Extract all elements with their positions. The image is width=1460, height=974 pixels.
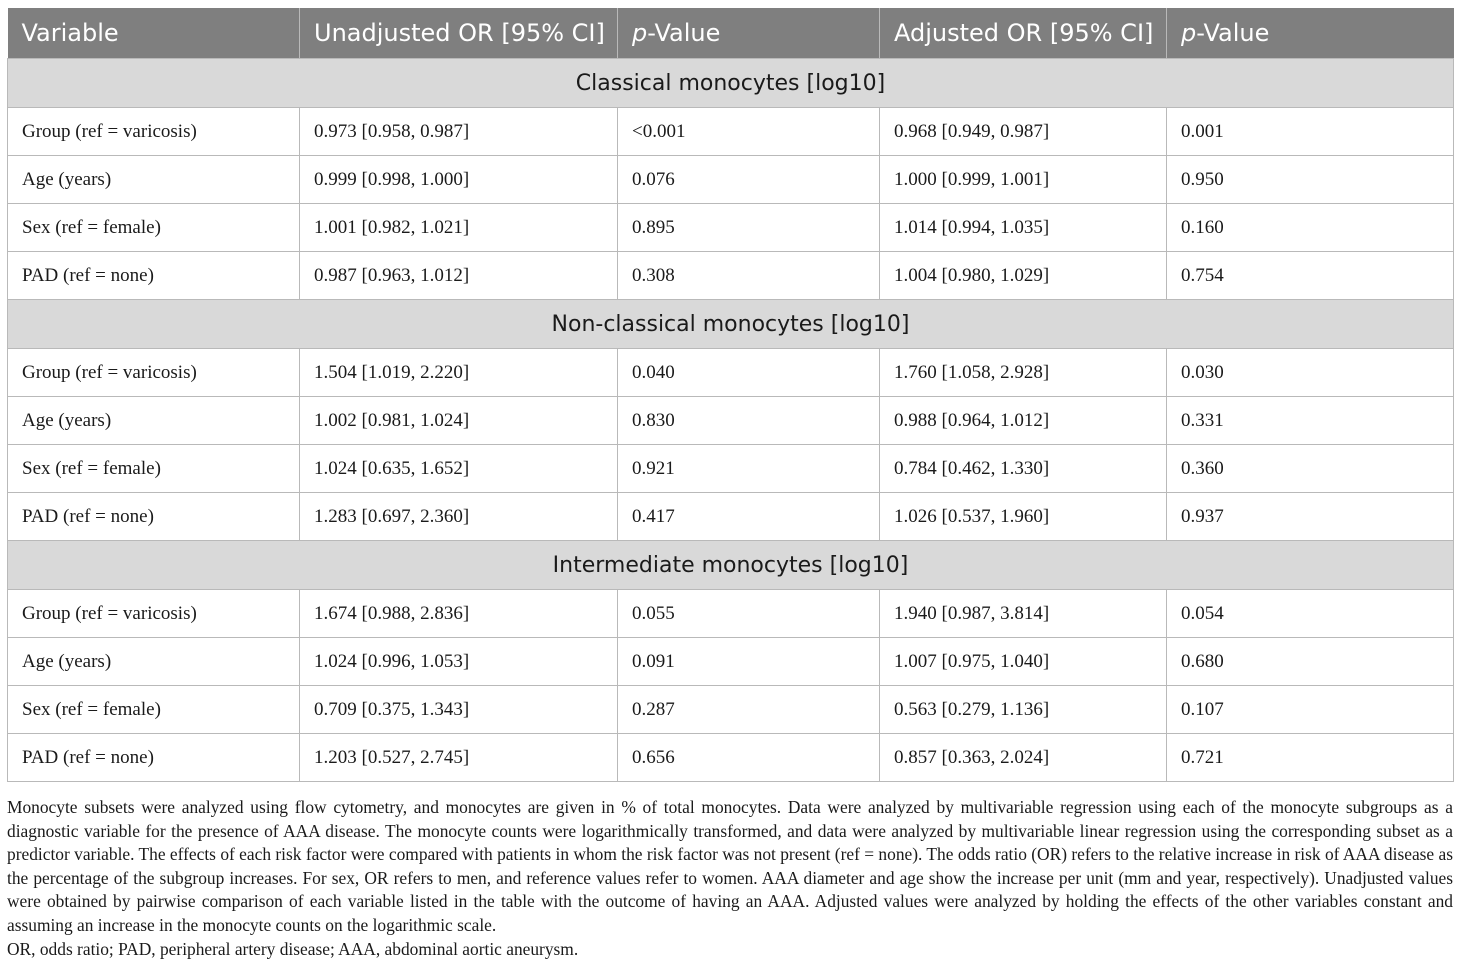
p-suffix: -Value bbox=[1196, 19, 1270, 47]
section-title: Non-classical monocytes [log10] bbox=[8, 300, 1454, 349]
cell-unadjusted-or: 0.973 [0.958, 0.987] bbox=[300, 108, 618, 156]
cell-adjusted-p: 0.754 bbox=[1167, 252, 1454, 300]
cell-adjusted-or: 1.940 [0.987, 3.814] bbox=[880, 590, 1167, 638]
cell-unadjusted-p: 0.417 bbox=[618, 493, 880, 541]
cell-adjusted-or: 1.014 [0.994, 1.035] bbox=[880, 204, 1167, 252]
cell-unadjusted-p: 0.830 bbox=[618, 397, 880, 445]
table-row bbox=[8, 252, 1454, 300]
cell-adjusted-p: 0.937 bbox=[1167, 493, 1454, 541]
table-row bbox=[8, 445, 1454, 493]
section-title: Classical monocytes [log10] bbox=[8, 59, 1454, 108]
table-row bbox=[8, 686, 1454, 734]
cell-unadjusted-p: 0.921 bbox=[618, 445, 880, 493]
cell-unadjusted-or: 1.283 [0.697, 2.360] bbox=[300, 493, 618, 541]
cell-variable: Sex (ref = female) bbox=[8, 686, 300, 734]
header-row bbox=[8, 8, 1454, 59]
header-unadjusted-or: Unadjusted OR [95% CI] bbox=[300, 8, 618, 59]
cell-adjusted-or: 1.004 [0.980, 1.029] bbox=[880, 252, 1167, 300]
section-header-row bbox=[8, 300, 1454, 349]
abbreviations-text: OR, odds ratio; PAD, peripheral artery disease; AAA, abdominal aortic aneurysm. bbox=[7, 938, 579, 959]
table-row bbox=[8, 590, 1454, 638]
cell-adjusted-or: 0.988 [0.964, 1.012] bbox=[880, 397, 1167, 445]
cell-adjusted-or: 0.968 [0.949, 0.987] bbox=[880, 108, 1167, 156]
cell-unadjusted-or: 1.024 [0.996, 1.053] bbox=[300, 638, 618, 686]
section-header-row bbox=[8, 59, 1454, 108]
cell-unadjusted-or: 0.987 [0.963, 1.012] bbox=[300, 252, 618, 300]
cell-variable: Group (ref = varicosis) bbox=[8, 590, 300, 638]
cell-adjusted-or: 1.007 [0.975, 1.040] bbox=[880, 638, 1167, 686]
footnote-text: Monocyte subsets were analyzed using flow cytometry, and monocytes are given in % of total monocytes. Data were analyzed by multivariable regression using each of the monocyte subgroups as a diagnostic variable for the presence of AAA disease. The monocyte counts were logarithmically transformed, and data were analyzed by multivariable linear regression using the corresponding subset as a predictor variable. The effects of each risk factor were compared with patients in whom the risk factor was not present (ref = none). The odds ratio (OR) refers to the relative increase in risk of AAA disease as the percentage of the subgroup increases. For sex, OR refers to men, and reference values refer to women. AAA diameter and age show the increase per unit (mm and year, respectively). Unadjusted values were obtained by pairwise comparison of each variable listed in the table with the outcome of having an AAA. Adjusted values were analyzed by holding the effects of the other variables constant and assuming an increase in the monocyte counts on the logarithmic scale. bbox=[7, 797, 1453, 935]
cell-unadjusted-or: 0.999 [0.998, 1.000] bbox=[300, 156, 618, 204]
cell-adjusted-or: 1.026 [0.537, 1.960] bbox=[880, 493, 1167, 541]
cell-adjusted-or: 1.760 [1.058, 2.928] bbox=[880, 349, 1167, 397]
cell-unadjusted-p: 0.076 bbox=[618, 156, 880, 204]
table-container bbox=[7, 8, 1453, 782]
header-variable: Variable bbox=[8, 8, 300, 59]
cell-adjusted-or: 0.563 [0.279, 1.136] bbox=[880, 686, 1167, 734]
section-header-row bbox=[8, 541, 1454, 590]
header-adjusted-or: Adjusted OR [95% CI] bbox=[880, 8, 1167, 59]
cell-unadjusted-p: <0.001 bbox=[618, 108, 880, 156]
cell-unadjusted-p: 0.287 bbox=[618, 686, 880, 734]
table-footnote bbox=[7, 796, 1453, 961]
table-row bbox=[8, 108, 1454, 156]
cell-unadjusted-or: 1.203 [0.527, 2.745] bbox=[300, 734, 618, 782]
cell-variable: PAD (ref = none) bbox=[8, 734, 300, 782]
cell-variable: Age (years) bbox=[8, 397, 300, 445]
table-row bbox=[8, 204, 1454, 252]
results-table bbox=[7, 8, 1454, 782]
cell-adjusted-p: 0.721 bbox=[1167, 734, 1454, 782]
cell-variable: Sex (ref = female) bbox=[8, 204, 300, 252]
cell-unadjusted-p: 0.055 bbox=[618, 590, 880, 638]
cell-adjusted-p: 0.001 bbox=[1167, 108, 1454, 156]
cell-adjusted-p: 0.107 bbox=[1167, 686, 1454, 734]
table-row bbox=[8, 638, 1454, 686]
header-unadjusted-p bbox=[618, 8, 880, 59]
cell-unadjusted-p: 0.895 bbox=[618, 204, 880, 252]
section-title: Intermediate monocytes [log10] bbox=[8, 541, 1454, 590]
cell-adjusted-or: 0.784 [0.462, 1.330] bbox=[880, 445, 1167, 493]
cell-adjusted-or: 0.857 [0.363, 2.024] bbox=[880, 734, 1167, 782]
cell-variable: Age (years) bbox=[8, 638, 300, 686]
table-row bbox=[8, 493, 1454, 541]
cell-variable: Age (years) bbox=[8, 156, 300, 204]
cell-adjusted-p: 0.160 bbox=[1167, 204, 1454, 252]
cell-unadjusted-p: 0.308 bbox=[618, 252, 880, 300]
cell-adjusted-or: 1.000 [0.999, 1.001] bbox=[880, 156, 1167, 204]
cell-unadjusted-p: 0.091 bbox=[618, 638, 880, 686]
cell-variable: Sex (ref = female) bbox=[8, 445, 300, 493]
table-row bbox=[8, 349, 1454, 397]
cell-unadjusted-p: 0.656 bbox=[618, 734, 880, 782]
cell-adjusted-p: 0.331 bbox=[1167, 397, 1454, 445]
header-adjusted-p bbox=[1167, 8, 1454, 59]
table-row bbox=[8, 156, 1454, 204]
cell-variable: Group (ref = varicosis) bbox=[8, 349, 300, 397]
p-italic: p bbox=[632, 19, 648, 47]
cell-adjusted-p: 0.030 bbox=[1167, 349, 1454, 397]
cell-adjusted-p: 0.680 bbox=[1167, 638, 1454, 686]
table-row bbox=[8, 397, 1454, 445]
table-body bbox=[8, 59, 1454, 782]
cell-adjusted-p: 0.950 bbox=[1167, 156, 1454, 204]
cell-unadjusted-or: 1.024 [0.635, 1.652] bbox=[300, 445, 618, 493]
p-italic: p bbox=[1181, 19, 1197, 47]
cell-variable: Group (ref = varicosis) bbox=[8, 108, 300, 156]
cell-variable: PAD (ref = none) bbox=[8, 493, 300, 541]
cell-unadjusted-p: 0.040 bbox=[618, 349, 880, 397]
cell-variable: PAD (ref = none) bbox=[8, 252, 300, 300]
cell-unadjusted-or: 1.001 [0.982, 1.021] bbox=[300, 204, 618, 252]
cell-unadjusted-or: 1.002 [0.981, 1.024] bbox=[300, 397, 618, 445]
cell-unadjusted-or: 1.674 [0.988, 2.836] bbox=[300, 590, 618, 638]
cell-adjusted-p: 0.054 bbox=[1167, 590, 1454, 638]
cell-unadjusted-or: 0.709 [0.375, 1.343] bbox=[300, 686, 618, 734]
table-row bbox=[8, 734, 1454, 782]
cell-unadjusted-or: 1.504 [1.019, 2.220] bbox=[300, 349, 618, 397]
p-suffix: -Value bbox=[647, 19, 721, 47]
cell-adjusted-p: 0.360 bbox=[1167, 445, 1454, 493]
